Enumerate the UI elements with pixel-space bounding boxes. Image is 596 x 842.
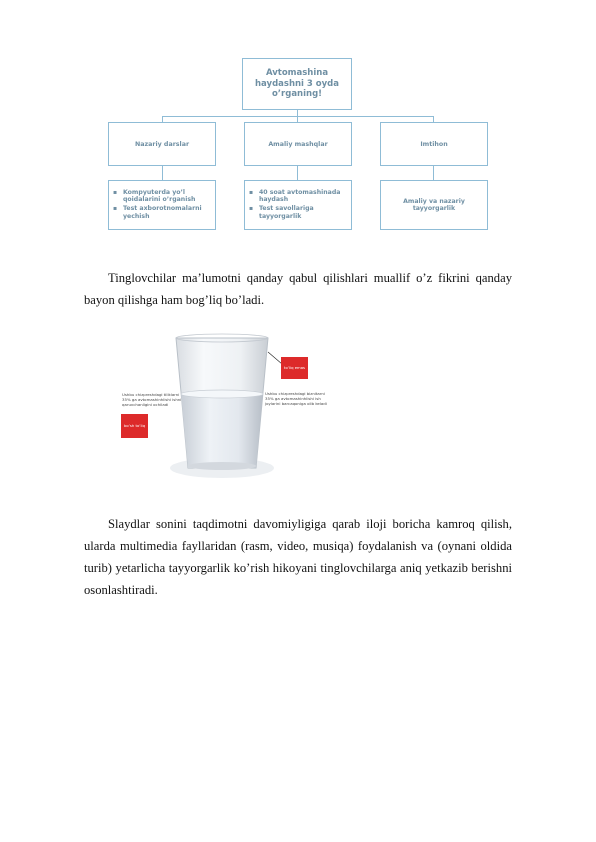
category-exam: Imtihon [380, 122, 488, 166]
half-full-glass-image [160, 330, 400, 490]
connector-line [297, 166, 298, 180]
paragraph-2: Slaydlar sonini taqdimotni davomiyligiga qarab iloji boricha kamroq qilish, ularda multimedia fayllaridan (rasm, video, musiqa) foydalanish va (oynani oldida turib) yetarlicha tayyorgarlik ko’rish hikoyani tinglovchilarga aniq yetkazib berishni osonlashtiradi. [84, 517, 512, 597]
water-surface [181, 390, 263, 398]
theory-list [109, 189, 215, 222]
red-tag-bottom: bo’sh to’liq [121, 414, 148, 438]
list-item: ▪ 40 soat avtomashinada haydash [259, 189, 351, 205]
category-theory: Nazariy darslar [108, 122, 216, 166]
connector-line [433, 166, 434, 180]
glass-water [181, 394, 263, 468]
connector-line [162, 166, 163, 180]
practice-details-box [244, 180, 352, 230]
theory-details-box [108, 180, 216, 230]
glass-label-left: Ushbu chizpreshdagi tiliklarni 35% ga avtomashinhlishi ishni qaruvchanligini ochiladi [122, 392, 182, 408]
practice-list [245, 189, 351, 222]
category-practice: Amaliy mashqlar [244, 122, 352, 166]
pointer-line [268, 352, 282, 364]
glass-label-right: Ushbu chizpreshdagi biznitarni 35% ga avtomashinhlishi ish joylarini barcaqoniga olib keladi [265, 391, 327, 407]
training-plan-diagram [100, 52, 500, 262]
list-item: ▪ Test axborotnomalarni yechish [123, 205, 215, 221]
red-tag-top: to’liq emas [281, 357, 308, 379]
exam-details-box: Amaliy va nazariy tayyorgarlik [380, 180, 488, 230]
paragraph-1: Tinglovchilar ma’lumotni qanday qabul qilishlari muallif o’z fikrini qanday bayon qilishga ham bog’liq bo’ladi. [84, 271, 512, 307]
list-item: ▪ Kompyuterda yo’l qoidalarini o’rganish [123, 189, 215, 205]
list-item: ▪ Test savollariga tayyorgarlik [259, 205, 351, 221]
diagram-root-box: Avtomashina haydashni 3 oyda o’rganing! [242, 58, 352, 110]
glass-base [188, 462, 256, 470]
